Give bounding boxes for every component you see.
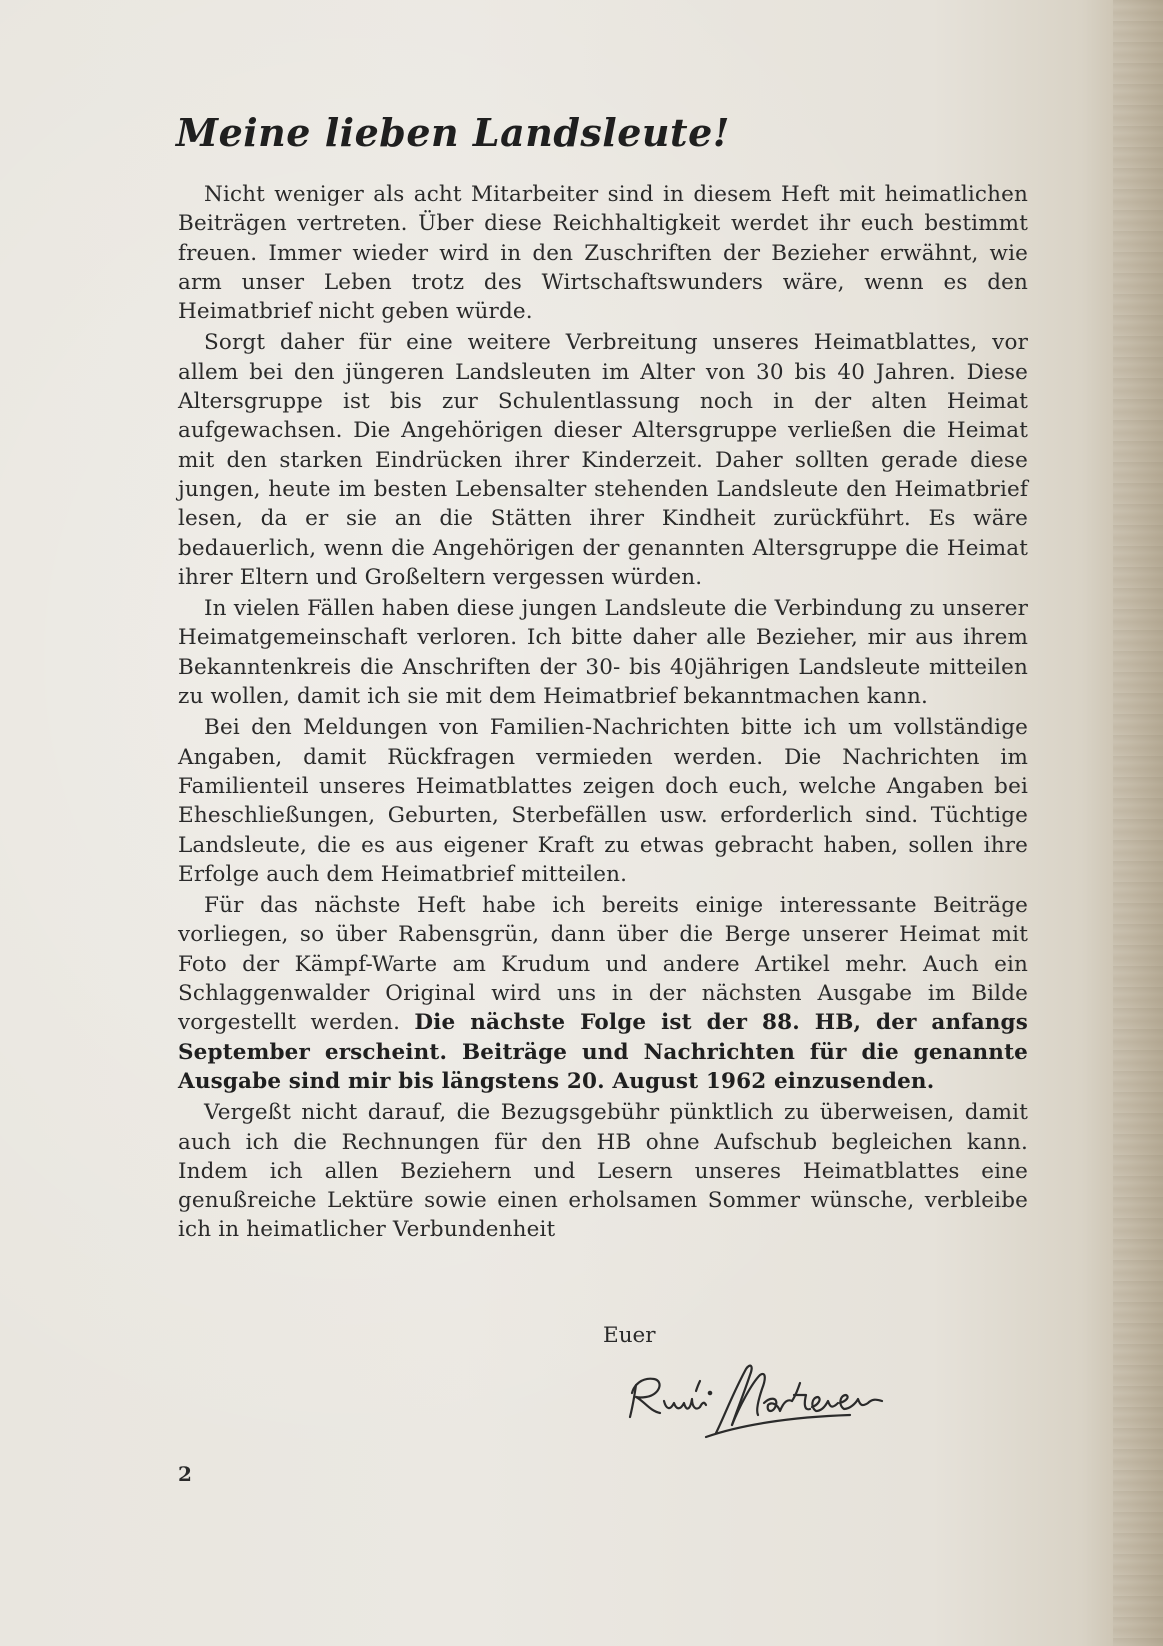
paragraph-6: Vergeßt nicht darauf, die Bezugsgebühr pünktlich zu überweisen, damit auch ich die Rechnungen für den HB ohne Aufschub begleichen kann. Indem ich allen Beziehern und Lesern unseres Heimatblattes eine genußreiche Lektüre sowie einen erholsamen Sommer wünsche, verbleibe ich in heimatlicher Verbundenheit [178,1100,1028,1243]
paragraph-5-text: Für das nächste Heft habe ich bereits einige interessante Beiträge vorliegen, so über Rabensgrün, dann über die Berge unserer Heimat mit Foto der Kämpf-Warte am Krudum und andere Artikel mehr. Auch ein Schlaggenwalder Original wird uns in der nächsten Ausgabe im Bilde vorgestellt werden. [178,893,1028,1036]
letter-body [178,180,1028,1247]
paragraph-3: In vielen Fällen haben diese jungen Landsleute die Verbindung zu unserer Heimatgemeinschaft verloren. Ich bitte daher alle Bezieher, mir aus ihrem Bekanntenkreis die Anschriften der 30- bis 40jährigen Landsleute mitteilen zu wollen, damit ich sie mit dem Heimatbrief bekanntmachen kann. [178,596,1028,710]
paragraph-2: Sorgt daher für eine weitere Verbreitung unseres Heimatblattes, vor allem bei den jüngeren Landsleuten im Alter von 30 bis 40 Jahren. Diese Altersgruppe ist bis zur Schulentlassung noch in der alten Heimat aufgewachsen. Die Angehörigen dieser Altersgruppe verließen die Heimat mit den starken Eindrücken ihrer Kinderzeit. Daher sollten gerade diese jungen, heute im besten Lebensalter stehenden Landsleute den Heimatbrief lesen, da er sie an die Stätten ihrer Kindheit zurückführt. Es wäre bedauerlich, wenn die Angehörigen der genannten Altersgruppe die Heimat ihrer Eltern und Großeltern vergessen würden. [178,330,1028,590]
paragraph-5-bold-notice: Die nächste Folge ist der 88. HB, der anfangs September erscheint. Beiträge und Nachrichten für die genannte Ausgabe sind mir bis längstens 20. August 1962 einzusenden. [178,1010,1028,1094]
page-number: 2 [178,1462,192,1486]
paragraph-4: Bei den Meldungen von Familien-Nachrichten bitte ich um vollständige Angaben, damit Rückfragen vermieden werden. Die Nachrichten im Familienteil unseres Heimatblattes zeigen doch euch, welche Angaben bei Eheschließungen, Geburten, Sterbefällen usw. erforderlich sind. Tüchtige Landsleute, die es aus eigener Kraft zu etwas gebracht haben, sollen ihre Erfolge auch dem Heimatbrief mitteilen. [178,715,1028,887]
letter-heading: Meine lieben Landsleute! [176,110,730,155]
paragraph-5 [178,891,1028,1096]
page-edge-shading [1113,0,1163,1646]
paragraph-1: Nicht weniger als acht Mitarbeiter sind in diesem Heft mit heimatlichen Beiträgen vertreten. Über diese Reichhaltigkeit werdet ihr euch bestimmt freuen. Immer wieder wird in den Zuschriften der Bezieher erwähnt, wie arm unser Leben trotz des Wirtschaftswunders wäre, wenn es den Heimatbrief nicht geben würde. [178,182,1028,325]
handwritten-signature [620,1355,910,1445]
closing-salutation: Euer [603,1323,656,1348]
